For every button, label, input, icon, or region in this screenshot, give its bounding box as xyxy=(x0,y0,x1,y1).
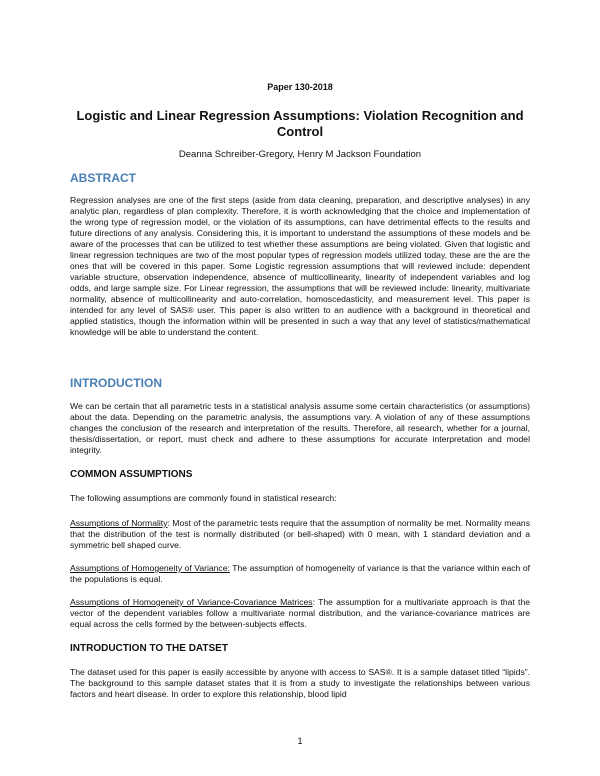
paper-authors: Deanna Schreiber-Gregory, Henry M Jackson Foundation xyxy=(178,149,422,160)
dataset-heading: INTRODUCTION TO THE DATSET xyxy=(70,643,228,654)
introduction-heading: INTRODUCTION xyxy=(70,376,162,390)
assumption-term: Assumptions of Homogeneity of Variance: xyxy=(70,563,230,573)
assumption-homogeneity-covariance xyxy=(70,597,530,630)
dataset-text: The dataset used for this paper is easily accessible by anyone with access to SAS®. It is a sample dataset titled “lipids”. The background to this sample dataset states that it is from a study to investigate the relationships between various factors and heart disease. In order to explore this relationship, blood lipid xyxy=(70,667,530,699)
page-number: 1 xyxy=(297,736,303,746)
abstract-heading: ABSTRACT xyxy=(70,171,136,185)
introduction-text: We can be certain that all parametric tests in a statistical analysis assume some certain characteristics (or assumptions) about the data. Depending on the parametric analysis, the assumptions vary. A violation of any of these assumptions changes the conclusion of the research and interpretation of the results. Therefore, all research, whether for a journal, thesis/dissertation, or report, must check and adhere to these assumptions for accurate interpretation and model integrity. xyxy=(70,401,530,455)
assumption-text: : The assumption for a multivariate approach is that the vector of the dependent variables follow a multivariate normal distribution, and the variance-covariance matrices are equal across the cells formed by the between-subjects effects. xyxy=(70,597,531,629)
common-assumptions-intro: The following assumptions are commonly found in statistical research: xyxy=(70,493,337,503)
common-assumptions-heading: COMMON ASSUMPTIONS xyxy=(70,469,193,480)
paper-title: Logistic and Linear Regression Assumptions: Violation Recognition and Control xyxy=(76,108,524,139)
assumption-text: : Most of the parametric tests require that the assumption of normality be met. Normality means that the distribution of the test is normally distributed (or bell-shaped) with 0 mean, with 1 standard deviation and a symmetric bell shaped curve. xyxy=(70,518,530,550)
abstract-text: Regression analyses are one of the first steps (aside from data cleaning, preparation, and descriptive analyses) in any analytic plan, regardless of plan complexity. Therefore, it is worth acknowledging that the choice and implementation of the wrong type of regression model, or the violation of its assumptions, can have detrimental effects to the results and future directions of any analysis. Considering this, it is important to understand the assumptions of these models and be aware of the processes that can be utilized to test whether these assumptions are being violated. Given that logistic and linear regression techniques are two of the most popular types of regression models utilized today, these are the are the ones that will be covered in this paper. Some Logistic regression assumptions that will reviewed include: dependent variable structure, observation independence, absence of multicollinearity, linearity of independent variables and log odds, and large sample size. For Linear regression, the assumptions that will be reviewed include: linearity, multivariate normality, absence of multicollinearity and auto-correlation, homoscedasticity, and measurement level. This paper is intended for any level of SAS® user. This paper is also written to an audience with a background in theoretical and applied statistics, though the information within will be presented in such a way that any level of statistics/mathematical knowledge will be able to understand the content. xyxy=(70,195,530,337)
assumption-term: Assumptions of Normality xyxy=(70,518,168,528)
assumption-term: Assumptions of Homogeneity of Variance-Covariance Matrices xyxy=(70,597,313,607)
assumption-homogeneity-variance xyxy=(70,563,530,585)
assumption-normality xyxy=(70,518,530,551)
paper-number: Paper 130-2018 xyxy=(267,82,333,92)
assumption-text: The assumption of homogeneity of variance is that the variance within each of the populations is equal. xyxy=(70,563,530,584)
